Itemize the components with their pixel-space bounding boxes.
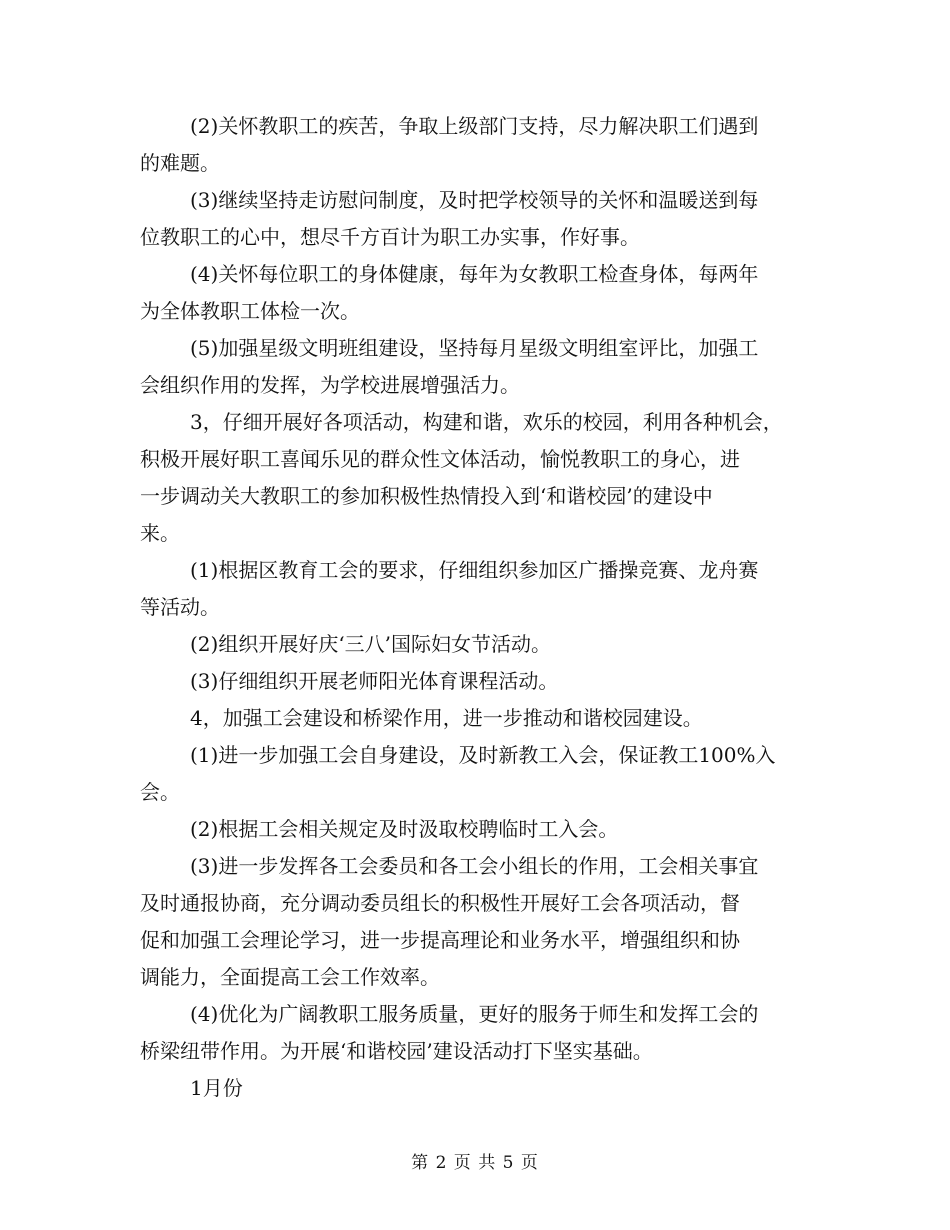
text-line: 促和加强工会理论学习，进一步提高理论和业务水平，增强组织和协 xyxy=(140,928,740,952)
text-line: 积极开展好职工喜闻乐见的群众性文体活动，愉悦教职工的身心，进 xyxy=(140,447,740,471)
text-line: 来。 xyxy=(140,521,180,545)
text-line: (1)进一步加强工会自身建设，及时新教工入会，保证教工100%入 xyxy=(190,743,776,767)
text-line: (3)进一步发挥各工会委员和各工会小组长的作用，工会相关事宜 xyxy=(190,854,759,878)
text-line: (4)关怀每位职工的身体健康，每年为女教职工检查身体，每两年 xyxy=(190,262,759,286)
text-line: (4)优化为广阔教职工服务质量，更好的服务于师生和发挥工会的 xyxy=(190,1002,759,1026)
text-line: 3，仔细开展好各项活动，构建和谐，欢乐的校园，利用各种机会， xyxy=(190,410,783,434)
text-line: (3)继续坚持走访慰问制度，及时把学校领导的关怀和温暖送到每 xyxy=(190,188,759,212)
text-line: 会组织作用的发挥，为学校进展增强活力。 xyxy=(140,373,520,397)
text-line: 的难题。 xyxy=(140,151,220,175)
text-line: 会。 xyxy=(140,780,180,804)
text-line: 位教职工的心中，想尽千方百计为职工办实事，作好事。 xyxy=(140,225,640,249)
text-line: (1)根据区教育工会的要求，仔细组织参加区广播操竞赛、龙舟赛 xyxy=(190,558,759,582)
text-line: 桥梁纽带作用。为开展‘和谐校园’建设活动打下坚实基础。 xyxy=(140,1039,653,1063)
text-line: 调能力，全面提高工会工作效率。 xyxy=(140,965,440,989)
text-line: (3)仔细组织开展老师阳光体育课程活动。 xyxy=(190,669,559,693)
text-line: 为全体教职工体检一次。 xyxy=(140,299,360,323)
text-line: 一步调动关大教职工的参加积极性热情投入到‘和谐校园’的建设中 xyxy=(140,484,713,508)
text-line: 1月份 xyxy=(190,1076,243,1100)
text-line: (2)组织开展好庆‘三八’国际妇女节活动。 xyxy=(190,632,552,656)
page-footer: 第 2 页 共 5 页 xyxy=(411,1153,539,1173)
text-line: 及时通报协商，充分调动委员组长的积极性开展好工会各项活动，督 xyxy=(140,891,740,915)
text-line: (5)加强星级文明班组建设，坚持每月星级文明组室评比，加强工 xyxy=(190,336,759,360)
text-line: (2)根据工会相关规定及时汲取校聘临时工入会。 xyxy=(190,817,619,841)
text-line: (2)关怀教职工的疾苦，争取上级部门支持，尽力解决职工们遇到 xyxy=(190,114,759,138)
text-line: 4，加强工会建设和桥梁作用，进一步推动和谐校园建设。 xyxy=(190,706,703,730)
text-line: 等活动。 xyxy=(140,595,220,619)
